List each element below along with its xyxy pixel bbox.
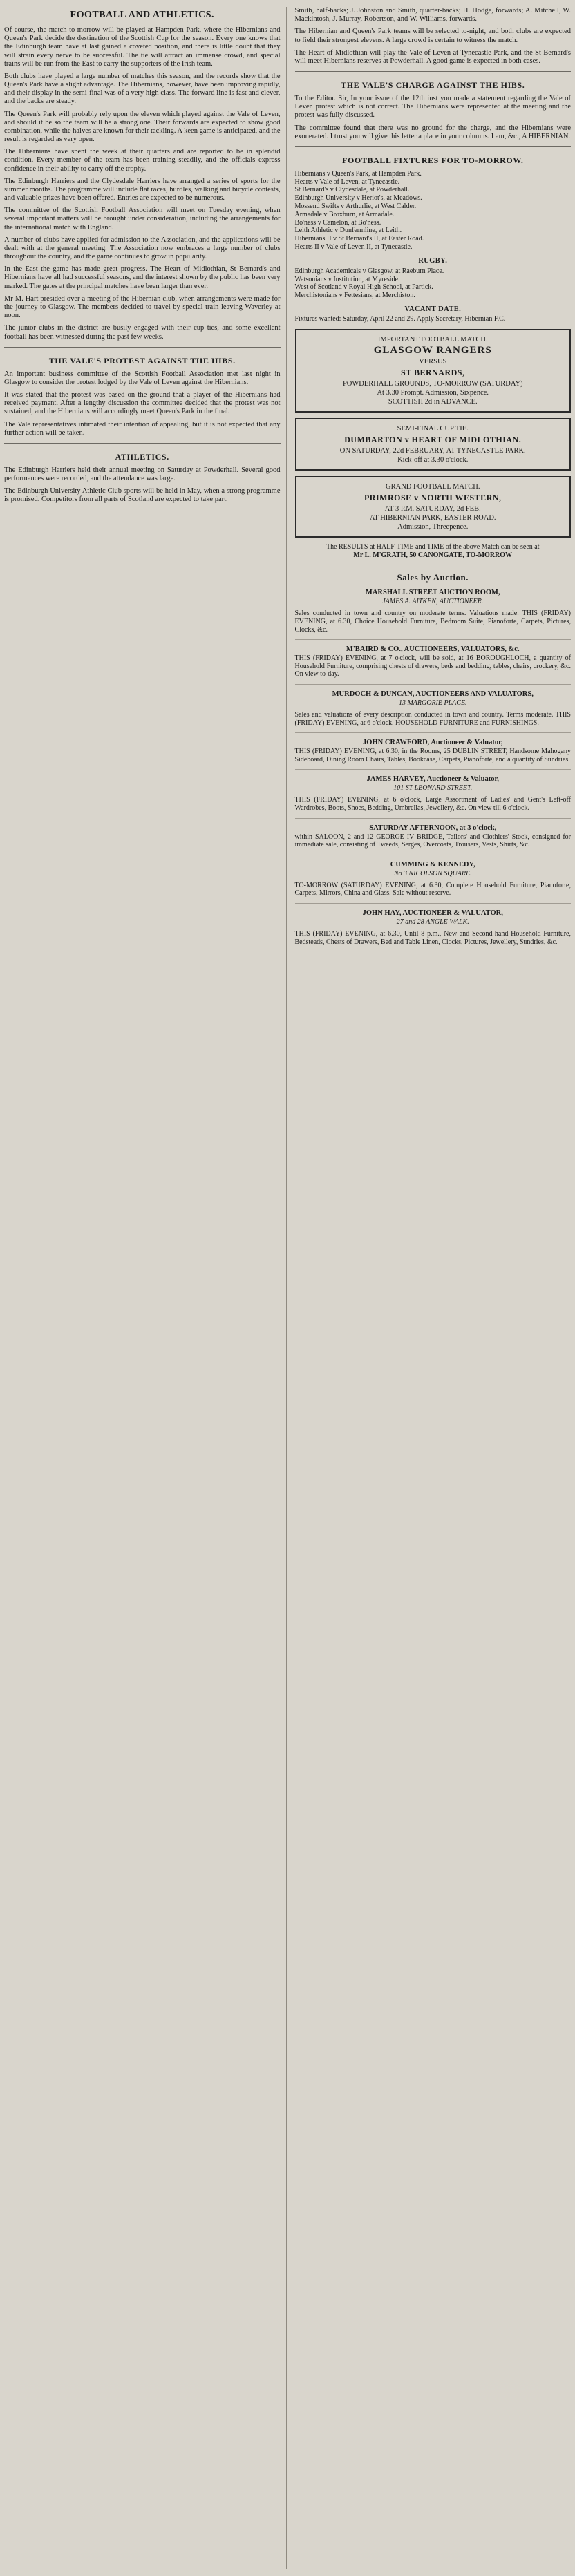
- auction-notice: [295, 690, 572, 727]
- letter-paragraph: The committee found that there was no ground for the charge, and the Hibernians were exonerated. I trust you will give this letter a place in your columns. I am, &c., A HIBERNIAN.: [294, 124, 571, 140]
- advert-kicker: GRAND FOOTBALL MATCH.: [386, 482, 480, 491]
- athletics-paragraph: The Edinburgh Harriers held their annual meeting on Saturday at Powderhall. Several good performances were recorded, and the attendance was large.: [4, 466, 281, 483]
- advert-versus: VERSUS: [419, 357, 447, 366]
- divider: [295, 732, 572, 733]
- fixture-line: Hearts v Vale of Leven, at Tynecastle.: [294, 178, 400, 186]
- auctions-heading: Sales by Auction.: [397, 572, 469, 583]
- vale-paragraph: An important business committee of the Scottish Football Association met last night in Glasgow to consider the protest lodged by the Vale of Leven against the Hibernians.: [4, 370, 281, 386]
- auction-title: CUMMING & KENNEDY,: [390, 860, 475, 869]
- auction-notice: [295, 861, 572, 898]
- auction-title: M'BAIRD & CO., AUCTIONEERS, VALUATORS, &c.: [346, 645, 520, 654]
- article-paragraph: The Queen's Park will probably rely upon the eleven which played against the Vale of Leven, and should it be so the team will be a strong one. Their forwards are expected to show good combination, while the halves are known for their tackling. A keen game is anticipated, and the result is regarded as very open.: [4, 110, 281, 144]
- auction-subtitle: JAMES A. AITKEN, AUCTIONEER.: [382, 598, 484, 606]
- auction-text: THIS (FRIDAY) EVENING, at 7 o'clock, will be sold, at 16 BOROUGHLOCH, a quantity of Household Furniture, comprising chests of drawers, beds and bedding, tables, chairs, crockery, &c. On view to-day.: [294, 654, 571, 679]
- advert-title: DUMBARTON v HEART OF MIDLOTHIAN.: [344, 434, 522, 444]
- auction-subtitle: 27 and 28 ANGLE WALK.: [396, 918, 469, 926]
- semi-final-advert: [295, 418, 572, 471]
- fixture-line: Hibernians v Queen's Park, at Hampden Park.: [294, 169, 422, 178]
- article-paragraph: The Edinburgh Harriers and the Clydesdale Harriers have arranged a series of sports for the summer months. The programme will include flat races, hurdles, walking and bicycle contests, and valuable prizes have been offered. Entries are expected to be numerous.: [4, 177, 281, 202]
- vale-protest-heading: THE VALE'S PROTEST AGAINST THE HIBS.: [48, 355, 236, 366]
- fixture-line: Bo'ness v Camelon, at Bo'ness.: [294, 218, 381, 227]
- auction-text: TO-MORROW (SATURDAY) EVENING, at 6.30, Complete Household Furniture, Pianoforte, Carpets, Mirrors, China and Glass. Sale without reserve.: [294, 881, 571, 898]
- vacant-date-heading: VACANT DATE.: [404, 305, 462, 314]
- vale-charge-heading: THE VALE'S CHARGE AGAINST THE HIBS.: [341, 80, 525, 91]
- rugby-fixtures-heading: RUGBY.: [418, 256, 448, 265]
- fixture-line: Hibernians II v St Bernard's II, at Easter Road.: [294, 235, 424, 243]
- auction-title: JOHN HAY, AUCTIONEER & VALUATOR,: [362, 909, 503, 917]
- primrose-advert: [295, 476, 572, 538]
- athletics-heading: ATHLETICS.: [115, 451, 169, 462]
- auction-text: THIS (FRIDAY) EVENING, at 6.30, Until 8 p.m., New and Second-hand Household Furniture, Bedsteads, Chests of Drawers, Bed and Table Linen, Clocks, Pictures, Jewellery, Sundries, &c.: [294, 929, 571, 946]
- article-paragraph: The committee of the Scottish Football Association will meet on Tuesday evening, when several important matters will be brought under consideration, including the arrangements for the international match with England.: [4, 207, 281, 231]
- divider: [295, 146, 572, 147]
- divider: [4, 443, 281, 444]
- fixture-line: Armadale v Broxburn, at Armadale.: [294, 210, 395, 218]
- auction-notice: [295, 739, 572, 764]
- auction-title: MURDOCH & DUNCAN, AUCTIONEERS AND VALUATORS,: [332, 690, 534, 698]
- article-paragraph: Both clubs have played a large number of matches this season, and the records show that the Queen's Park have a slight advantage. The Hibernians, however, have been improving rapidly, and their display in the semi-final was of a very high class. The forward line is fast and clever, and the backs are steady.: [4, 72, 281, 106]
- vale-paragraph: It was stated that the protest was based on the ground that a player of the Hibernians had received payment. After a lengthy discussion the committee decided that the protest was not sustained, and the Hibernians will accordingly meet Queen's Park in the final.: [4, 391, 281, 416]
- auction-subtitle: 101 ST LEONARD STREET.: [393, 784, 473, 793]
- auction-text: Sales conducted in town and country on moderate terms. Valuations made. THIS (FRIDAY) EVENING, at 6.30, Choice Household Furniture, Bedroom Suite, Pianoforte, Carpets, Pictures, Clocks, &c.: [294, 609, 571, 634]
- fixture-line: Edinburgh University v Heriot's, at Meadows.: [294, 194, 422, 202]
- divider: [295, 71, 572, 72]
- divider: [295, 769, 572, 770]
- article-paragraph: The Hibernians have spent the week at their quarters and are reported to be in splendid condition. Every member of the team has been training steadily, and the officials express confidence in their ability to carry off the trophy.: [4, 148, 281, 173]
- advert-kicker: SEMI-FINAL CUP TIE.: [397, 424, 469, 433]
- advert-title: PRIMROSE v NORTH WESTERN,: [364, 492, 502, 502]
- athletics-paragraph: The Edinburgh University Athletic Club sports will be held in May, when a strong programme is promised. Competitors from all parts of Scotland are expected to take part.: [4, 487, 281, 504]
- fixture-line: Merchistonians v Fettesians, at Merchiston.: [294, 292, 415, 300]
- fixture-line: St Bernard's v Clydesdale, at Powderhall.: [294, 186, 410, 194]
- advert-note: SCOTTISH 2d in ADVANCE.: [388, 397, 478, 406]
- advert-time: Kick-off at 3.30 o'clock.: [397, 455, 469, 464]
- divider: [295, 903, 572, 904]
- auction-notice: [295, 775, 572, 812]
- auction-notice: [295, 589, 572, 634]
- advert-venue: AT HIBERNIAN PARK, EASTER ROAD.: [369, 513, 496, 522]
- advert-title: GLASGOW RANGERS: [373, 344, 492, 356]
- advert-venue: POWDERHALL GROUNDS, TO-MORROW (SATURDAY): [342, 379, 523, 388]
- results-note: The RESULTS at HALF-TIME and TIME of the above Match can be seen at: [326, 542, 540, 551]
- auction-subtitle: No 3 NICOLSON SQUARE.: [393, 869, 472, 878]
- vacant-date-text: Fixtures wanted: Saturday, April 22 and 29. Apply Secretary, Hibernian F.C.: [294, 315, 506, 323]
- divider: [4, 347, 281, 348]
- article-paragraph: The Heart of Midlothian will play the Vale of Leven at Tynecastle Park, and the St Bernard's will meet Hibernians reserves at Powderhall. A good game is expected in both cases.: [294, 48, 571, 65]
- article-paragraph: The Hibernian and Queen's Park teams will be selected to-night, and both clubs are expected to field their strongest elevens. A large crowd is certain to witness the match.: [294, 28, 571, 44]
- letter-paragraph: To the Editor. Sir, In your issue of the 12th inst you made a statement regarding the Vale of Leven protest which is not correct. The Hibernians were represented at the meeting and the protest was fully discussed.: [294, 95, 571, 120]
- auction-text: THIS (FRIDAY) EVENING, at 6.30, in the Rooms, 25 DUBLIN STREET, Handsome Mahogany Sideboard, Dining Room Chairs, Tables, Bookcase, Carpets, Pianoforte, and a quantity of Sundries.: [294, 748, 571, 764]
- auction-notice: [295, 824, 572, 849]
- auction-notice: [295, 645, 572, 679]
- article-paragraph: Of course, the match to-morrow will be played at Hampden Park, where the Hibernians and Queen's Park decide the destination of the Scottish Cup for the season. Every one knows that the Edinburgh team have at last gained a coveted position, and there is little doubt that they will strain every nerve to be successful. The tie will attract an immense crowd, and special trains will be run from the East to carry the supporters of the Irish team.: [4, 26, 281, 68]
- divider: [295, 818, 572, 819]
- article-paragraph: The junior clubs in the district are busily engaged with their cup ties, and some excellent football has been witnessed during the past few weeks.: [4, 324, 281, 341]
- right-column: [294, 7, 572, 2569]
- auction-title: SATURDAY AFTERNOON, at 3 o'clock,: [369, 824, 497, 832]
- left-column: [4, 7, 287, 2569]
- auction-text: within SALOON, 2 and 12 GEORGE IV BRIDGE, Tailors' and Clothiers' Stock, consigned for immediate sale, consisting of Tweeds, Serges, Overcoats, Trousers, Vests, Shirts, &c.: [294, 833, 571, 849]
- advert-admission: Admission, Threepence.: [397, 522, 469, 531]
- auction-title: MARSHALL STREET AUCTION ROOM,: [365, 589, 500, 597]
- fixture-line: Hearts II v Vale of Leven II, at Tynecastle.: [294, 243, 413, 252]
- article-paragraph: Mr M. Hart presided over a meeting of the Hibernian club, when arrangements were made for the journey to Glasgow. The members decided to travel by special train leaving Waverley at noon.: [4, 294, 281, 320]
- divider: [295, 684, 572, 685]
- vale-paragraph: The Vale representatives intimated their intention of appealing, but it is not expected that any further action will be taken.: [4, 420, 281, 437]
- advert-kicker: IMPORTANT FOOTBALL MATCH.: [377, 335, 488, 343]
- advert-venue: ON SATURDAY, 22d FEBRUARY, AT TYNECASTLE PARK.: [339, 446, 526, 455]
- auction-text: THIS (FRIDAY) EVENING, at 6 o'clock, Large Assortment of Ladies' and Gent's Left-off Wardrobes, Boots, Shoes, Bedding, Umbrellas, Jewellery, &c. On view till 6 o'clock.: [294, 796, 571, 812]
- advert-time: At 3.30 Prompt. Admission, Sixpence.: [377, 388, 489, 397]
- auction-subtitle: 13 MARGORIE PLACE.: [398, 699, 467, 707]
- advert-time: AT 3 P.M. SATURDAY, 2d FEB.: [384, 504, 481, 513]
- fixtures-heading: FOOTBALL FIXTURES FOR TO-MORROW.: [342, 155, 524, 165]
- fixture-line: Edinburgh Academicals v Glasgow, at Raeburn Place.: [294, 267, 444, 275]
- article-paragraph: A number of clubs have applied for admission to the Association, and the applications will be dealt with at the general meeting. The Association now embraces a large number of clubs throughout the country, and the game continues to grow in popularity.: [4, 236, 281, 261]
- rugby-fixtures: [295, 267, 572, 300]
- auction-notice: [295, 909, 572, 946]
- football-athletics-heading: FOOTBALL AND ATHLETICS.: [70, 10, 214, 20]
- article-paragraph: Smith, half-backs; J. Johnston and Smith, quarter-backs; H. Hodge, forwards; A. Mitchell, W. Mackintosh, J. Murray, Robertson, and W. Williams, forwards.: [294, 7, 571, 23]
- fixture-line: Leith Athletic v Dunfermline, at Leith.: [294, 227, 402, 235]
- auction-text: Sales and valuations of every description conducted in town and country. Terms moderate. THIS (FRIDAY) EVENING, at 6 o'clock, HOUSEHOLD FURNITURE and FURNISHINGS.: [294, 711, 571, 727]
- auction-title: JAMES HARVEY, Auctioneer & Valuator,: [366, 775, 499, 784]
- fixture-line: Mossend Swifts v Arthurlie, at West Calder.: [294, 202, 417, 211]
- results-place: Mr L. M'GRATH, 50 CANONGATE, TO-MORROW: [353, 551, 513, 559]
- fixture-line: West of Scotland v Royal High School, at Partick.: [294, 283, 433, 292]
- fixture-line: Watsonians v Institution, at Myreside.: [294, 275, 400, 283]
- rangers-st-bernards-advert: [295, 329, 572, 413]
- divider: [295, 639, 572, 640]
- advert-opponent: ST BERNARDS,: [401, 367, 465, 377]
- article-paragraph: In the East the game has made great progress. The Heart of Midlothian, St Bernard's and Hibernians have all had successful seasons, and the interest shown by the public has been very marked. The gates at the principal matches have been larger than ever.: [4, 265, 281, 290]
- association-fixtures: [295, 170, 572, 252]
- auction-title: JOHN CRAWFORD, Auctioneer & Valuator,: [363, 739, 503, 747]
